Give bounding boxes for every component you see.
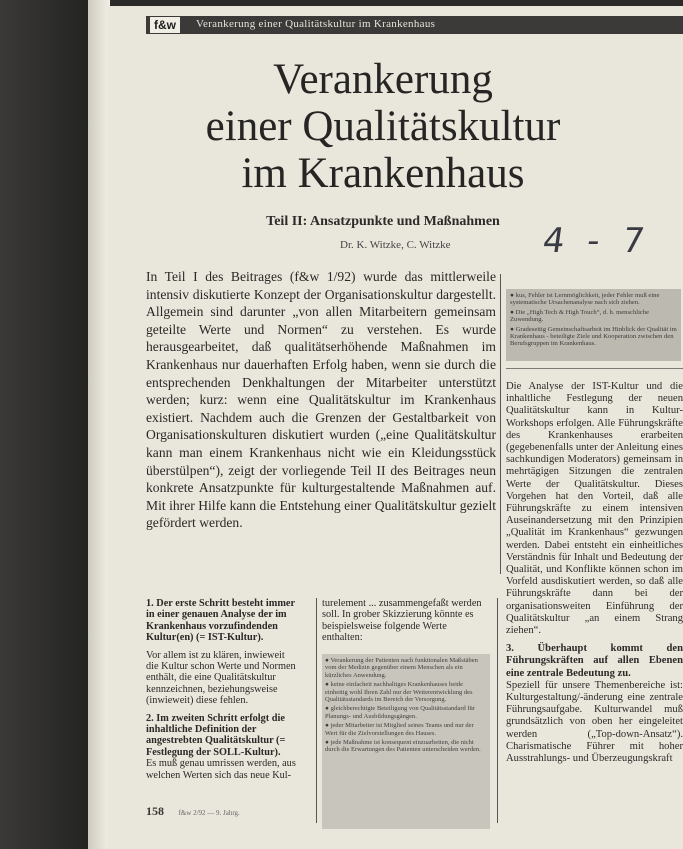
article-authors: Dr. K. Witzke, C. Witzke	[340, 239, 451, 251]
step1-heading: 1. Der erste Schritt besteht immer in einer genauen Analyse der im Krankenhaus vorzufindenden Kultur(en) (= IST-Kultur).	[146, 598, 295, 644]
list-item: ● jede Maßnahme ist konsequent einzuarbeiten, die nicht durch die Erwartungen des Patienten unterscheiden werden.	[325, 739, 481, 754]
column-rule	[316, 598, 317, 823]
page-number: 158	[146, 804, 164, 818]
middle-bottom-column	[322, 598, 482, 644]
middle-column-text: turelement ... zusammengefaßt werden soll. In grober Skizzierung könnte es beispielsweise folgende Werte enthalten:	[322, 598, 482, 644]
sidebar-box	[506, 289, 681, 361]
box-item: ● Gradeseitig Gemeinschaftsarbeit im Hinblick der Qualität im Krankenhaus - beteiligte Ziele und Kooperation zwischen den Berufsgruppen im Krankenhaus.	[510, 325, 677, 348]
title-line-1: Verankerung	[273, 56, 493, 103]
title-line-2: einer Qualitätskultur	[205, 103, 561, 150]
article-subtitle: Teil II: Ansatzpunkte und Maßnahmen	[266, 214, 500, 229]
document-page	[108, 6, 683, 849]
list-item: ● gleichberechtigte Beteiligung von Qualitätsstandard für Planungs- und Ausbildungsgängen.	[325, 705, 475, 720]
list-item: ● keine einfacheit nachhaltiges Krankenhauses beide einheitig wohl Ihren Zahl nur der Weiterentwicklung des Qualitätsstandards im Bereich der Versorgung.	[325, 681, 473, 704]
values-list-box	[322, 654, 490, 829]
step3-text: Speziell für unsere Themenbereiche ist: Kulturgestaltung/-änderung eine zentrale Führungsaufgabe. Kulturwandel muß grundsätzlich von oben her eingeleitet werden („Top-down-Ansatz“). Charismatische Führer mit hoher Ausstrahlungs- und Überzeugungskraft	[506, 679, 683, 765]
step3-heading: 3. Überhaupt kommt den Führungskräften auf allen Ebenen eine zentrale Bedeutung zu.	[506, 643, 683, 679]
step2-heading: 2. Im zweiten Schritt erfolgt die inhaltliche Definition der angestrebten Qualitätskultur (= Festlegung der SOLL-Kultur).	[146, 712, 286, 758]
box-item: ● Die „High Tech & High Touch“, d. h. menschliche Zuwendung.	[510, 308, 650, 324]
issue-label: f&w 2/92 — 9. Jahrg.	[178, 809, 240, 817]
page-footer	[146, 804, 240, 819]
divider	[506, 368, 683, 369]
handwritten-note: 4 - 7	[540, 221, 653, 261]
title-line-3: im Krankenhaus	[241, 150, 525, 197]
column-rule	[497, 598, 498, 823]
box-item: ● kus, Fehler ist Lernmöglichkeit, jeder Fehler muß eine systematische Ursachenanalyse nach sich ziehen.	[510, 292, 660, 307]
left-bottom-column	[146, 598, 296, 781]
running-header	[146, 16, 683, 34]
column-rule	[500, 274, 501, 574]
running-title: Verankerung einer Qualitätskultur im Krankenhaus	[196, 18, 436, 30]
right-column-text: Die Analyse der IST-Kultur und die inhaltliche Festlegung der neuen Qualitätskultur kann in Kultur-Workshops erfolgen. Alle Führungskräfte des Krankenhauses erarbeiten (gegebenenfalls unter der Anleitung eines sachkundigen Moderators) gemeinsam in mehrtägigen Sitzungen die zentralen Werte der Qualitätskultur. Dieses Vorgehen hat den Vorteil, daß alle Führungskräfte zu einem intensiven Auseinandersetzung mit den Prinzipien „Qualität im Krankenhaus“ gezwungen werden. Dabei entsteht ein einheitliches Verständnis für Inhalt und Bedeutung der Qualität, und Konflikte können schon im Vorfeld ausdiskutiert werden, so daß alle Führungskräfte dann bei der organisationsweiten Einführung der Qualitätskultur „an einem Strang ziehen“.	[506, 381, 683, 637]
list-item: ● Verankerung der Patienten nach funktionalen Maßstäben vom der Medizin gegenüber einem Menschen als ein kürzliches Anwendung.	[325, 657, 478, 679]
journal-logo: f&w	[150, 17, 180, 33]
page-edge	[88, 0, 110, 849]
intro-paragraph: In Teil I des Beitrages (f&w 1/92) wurde das mittlerweile intensiv diskutierte Konzept der Organisationskultur dargestellt. Allgemein sind darunter „von allen Mitarbeitern gemeinsam geteilte Werte und Normen“ zu verstehen. Es wurde herausgearbeitet, daß qualitätserhöhende Maßnahmen im Krankenhaus nur dauerhaften Erfolg haben, wenn sie durch die entsprechenden Denkhaltungen der Mitarbeiter unterstützt werden; kurz: wenn eine Qualitätskultur im Krankenhaus existiert. Nachdem auch die Grenzen der Gestaltbarkeit von Organisationskulturen diskutiert wurden („eine Qualitätskultur kann man einem Krankenhaus nicht wie ein Kleidungsstück überstülpen“), zeigt der vorliegende Teil II des Beitrages neun konkrete Ansatzpunkte für kulturgestaltende Maßnahmen auf. Mit ihrer Hilfe kann die Entstehung einer Qualitätskultur gezielt gefördert werden.	[146, 269, 496, 531]
step1-text: Vor allem ist zu klären, inwieweit die Kultur schon Werte und Normen enthält, die eine Qualitätskultur kennzeichnen, beziehungsweise (inwieweit) diese fehlen.	[146, 649, 296, 707]
right-column	[506, 381, 683, 765]
step2-text: Es muß genau umrissen werden, aus welchen Werten sich das neue Kul-	[146, 758, 296, 781]
article-title	[148, 56, 618, 197]
list-item: ● jeder Mitarbeiter ist Mitglied seines Teams und nur der Wert für die Zielvorstellungen des Hauses.	[325, 722, 474, 737]
